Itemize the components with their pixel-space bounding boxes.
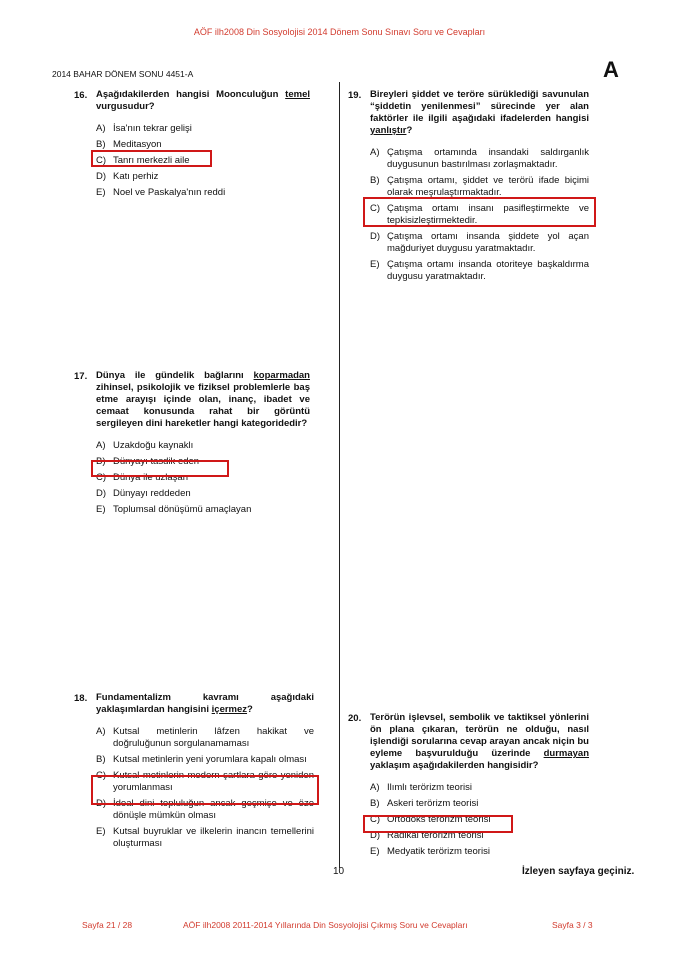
option-a[interactable]: A) Ilımlı terörizm teorisi [370, 782, 472, 793]
question-number: 16. [74, 90, 88, 101]
option-d[interactable]: D) İdeal dini topluluğun ancak geçmişe ve öze dönüşle mümkün olması [96, 798, 314, 821]
question-17 [74, 370, 310, 516]
option-b[interactable]: B) Kutsal metinlerin yeni yorumlara kapalı olması [96, 754, 307, 765]
option-e[interactable]: E) Noel ve Paskalya'nın reddi [96, 187, 226, 198]
question-number: 20. [348, 713, 362, 724]
selected-answer-box [363, 815, 513, 833]
question-number: 19. [348, 90, 362, 101]
option-d[interactable]: D) Çatışma ortamı insanda şiddete yol açan mağduriyet duygusu yaratmaktadır. [370, 231, 589, 254]
selected-answer-box [91, 460, 229, 477]
option-d[interactable]: D) Katı perhiz [96, 171, 159, 182]
question-number: 17. [74, 371, 88, 382]
option-c[interactable]: C) Çatışma ortamı insanı pasifleştirmekte ve tepkisizleştirmektedir. [370, 203, 589, 226]
footer-right: Sayfa 3 / 3 [552, 920, 593, 930]
question-stem: Terörün işlevsel, sembolik ve taktiksel yönlerini ön plana çıkaran, terörün ne olduğu, nasıl işlendiği sorularına cevap arayan ancak niçin bu eyleme başvurulduğu üzerinde durmayan yaklaşım aşağıdakilerden hangisidir? [370, 712, 589, 771]
header-title: AÖF ilh2008 Din Sosyolojisi 2014 Dönem Sonu Sınavı Soru ve Cevapları [193, 27, 486, 37]
option-a[interactable]: A) Çatışma ortamında insandaki saldırganlık duygusunun bastırılması zorlaşmaktadır. [370, 147, 589, 170]
question-stem: Fundamentalizm kavramı aşağıdaki yaklaşımlardan hangisini içermez? [96, 692, 314, 715]
question-stem: Dünya ile gündelik bağlarını koparmadan zihinsel, psikolojik ve fiziksel problemlerle baş etme arayışı içinde olan, inanç, ibadet ve cemaat konusunda rahat bir görüntü sergileyen dini hareketler hangi kategoridedir? [96, 370, 310, 429]
question-18 [74, 692, 314, 850]
option-e[interactable]: E) Çatışma ortamı insanda otoriteye başkaldırma duygusu yaratmaktadır. [370, 259, 589, 282]
selected-answer-box [363, 197, 596, 227]
option-e[interactable]: E) Toplumsal dönüşümü amaçlayan [96, 504, 252, 515]
option-c[interactable]: C) Ortodoks terörizm teorisi [370, 814, 491, 825]
next-page-note: İzleyen sayfaya geçiniz. [522, 866, 635, 877]
question-stem: Aşağıdakilerden hangisi Moonculuğun temel vurgusudur? [96, 89, 310, 112]
exam-code: 2014 BAHAR DÖNEM SONU 4451-A [52, 69, 194, 79]
option-c[interactable]: C) Kutsal metinlerin modern şartlara göre yeniden yorumlanması [96, 770, 314, 793]
question-stem: Bireyleri şiddet ve teröre sürüklediği savunulan “şiddetin yenilenmesi” sürecinde yer alan faktörler ile ilgili aşağıdaki ifadelerden hangisi yanlıştır? [370, 89, 589, 136]
option-d[interactable]: D) Radikal terörizm teorisi [370, 830, 484, 841]
question-20 [348, 712, 589, 858]
option-e[interactable]: E) Kutsal buyruklar ve ilkelerin inancın temellerini oluşturması [96, 826, 314, 849]
option-c[interactable]: C) Tanrı merkezli aile [96, 155, 190, 166]
option-b[interactable]: B) Askeri terörizm teorisi [370, 798, 479, 809]
page-number: 10 [333, 866, 345, 877]
option-b[interactable]: B) Dünyayı tasdik eden [96, 456, 200, 467]
footer-left: Sayfa 21 / 28 [82, 920, 133, 930]
question-19 [348, 89, 589, 283]
option-b[interactable]: B) Çatışma ortamı, şiddet ve terörü ifade biçimi olarak meşrulaştırmaktadır. [370, 175, 589, 198]
option-e[interactable]: E) Medyatik terörizm teorisi [370, 846, 490, 857]
option-c[interactable]: C) Dünya ile uzlaşan [96, 472, 188, 483]
question-number: 18. [74, 693, 88, 704]
option-a[interactable]: A) Kutsal metinlerin lâfzen hakikat ve doğruluğunun sorgulanamaması [96, 726, 314, 749]
option-a[interactable]: A) İsa'nın tekrar gelişi [96, 123, 192, 134]
footer-center: AÖF ilh2008 2011-2014 Yıllarında Din Sosyolojisi Çıkmış Soru ve Cevapları [183, 920, 468, 930]
selected-answer-box [91, 150, 212, 167]
selected-answer-box [91, 775, 319, 805]
column-divider [339, 82, 340, 868]
option-a[interactable]: A) Uzakdoğu kaynaklı [96, 440, 194, 451]
option-b[interactable]: B) Meditasyon [96, 139, 162, 150]
option-d[interactable]: D) Dünyayı reddeden [96, 488, 191, 499]
question-16 [74, 89, 310, 199]
booklet-letter: A [603, 57, 619, 82]
